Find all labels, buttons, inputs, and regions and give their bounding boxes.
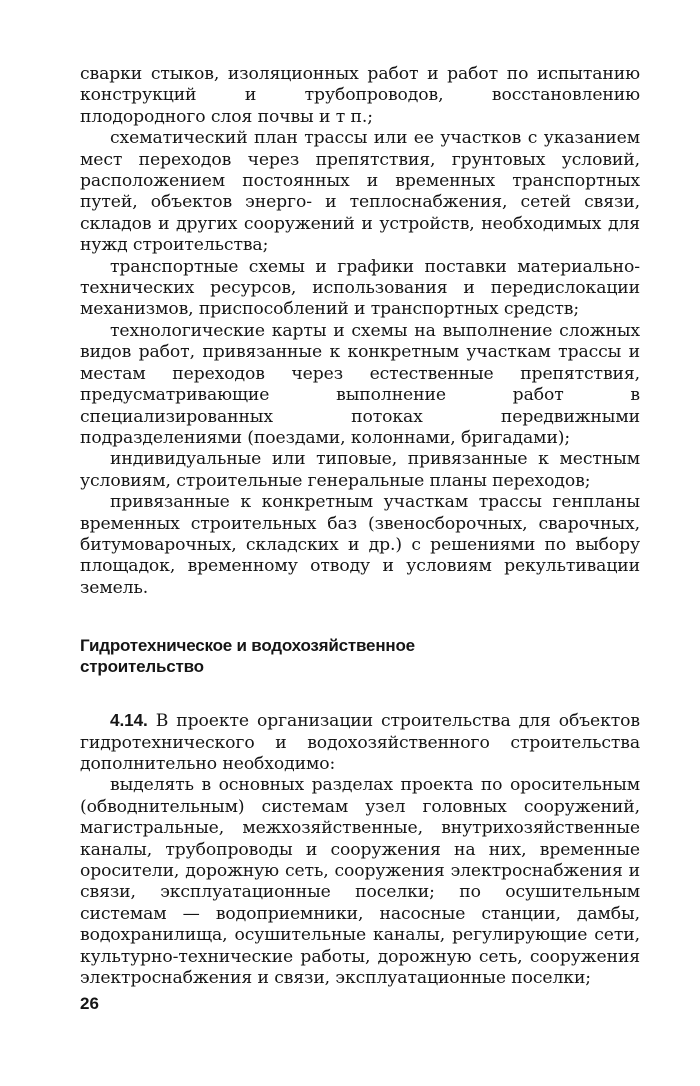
- page-body: [80, 64, 640, 989]
- section-heading: [80, 635, 640, 677]
- clause-text: В проекте организации строительства для объектов гидротехнического и водохозяйственного строительства дополнительно необходимо:: [80, 711, 640, 774]
- paragraph-irrigation-systems: выделять в основных разделах проекта по оросительным (обводнительным) системам узел головных сооружений, магистральные, межхозяйственные, внутрихозяйственные каналы, трубопроводы и сооружения на них, временные оросители, дорожную сеть, сооружения электроснабжения и связи, эксплуатационные поселки; по осушительным системам — водоприемники, насосные станции, дамбы, водохранилища, осушительные каналы, регулирующие сети, культурно-технические работы, дорожную сеть, сооружения электроснабжения и связи, эксплуатационные поселки;: [80, 775, 640, 989]
- section-heading-line-2: строительство: [80, 657, 204, 677]
- page-number: 26: [80, 994, 99, 1013]
- paragraph-route-plan: схематический план трассы или ее участков с указанием мест переходов через препятствия, грунтовых условий, расположением постоянных и временных транспортных путей, объектов энерго- и теплоснабжения, сетей связи, складов и других сооружений и устройств, необходимых для нужд строительства;: [80, 128, 640, 256]
- paragraph-temporary-bases: привязанные к конкретным участкам трассы генпланы временных строительных баз (звеносборочных, сварочных, битумоварочных, складских и др.) с решениями по выбору площадок, временному отводу и условиям рекультивации земель.: [80, 492, 640, 598]
- paragraph-technological-maps: технологические карты и схемы на выполнение сложных видов работ, привязанные к конкретным участкам трассы и местам переходов через естественные препятствия, предусматривающие выполнение работ в специализированных потоках передвижными подразделениями (поездами, колоннами, бригадами);: [80, 320, 640, 448]
- paragraph-general-plans: индивидуальные или типовые, привязанные к местным условиям, строительные генеральные планы переходов;: [80, 449, 640, 491]
- section-heading-line-1: Гидротехническое и водохозяйственное: [80, 636, 415, 656]
- clause-number: 4.14.: [110, 710, 148, 731]
- paragraph-welding: сварки стыков, изоляционных работ и работ по испытанию конструкций и трубопроводов, восстановлению плодородного слоя почвы и т п.;: [80, 64, 640, 127]
- paragraph-transport-schemes: транспортные схемы и графики поставки материально-технических ресурсов, использования и передислокации механизмов, приспособлений и транспортных средств;: [80, 256, 640, 320]
- paragraph-4-14: [80, 710, 640, 775]
